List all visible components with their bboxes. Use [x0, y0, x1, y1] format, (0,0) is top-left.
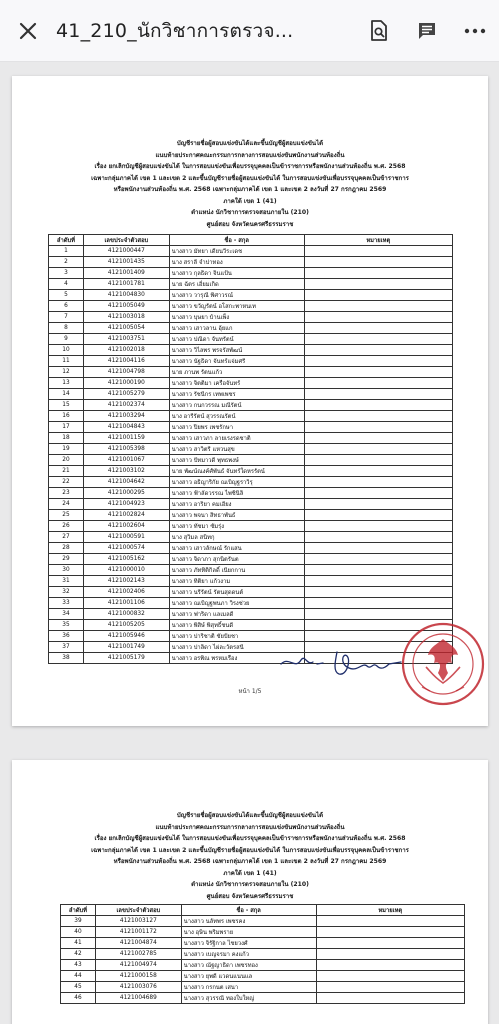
- row-exam-id: 4121004874: [95, 938, 181, 949]
- row-remarks: [316, 916, 464, 927]
- header-line-1: บัญชีรายชื่อผู้สอบแข่งขันได้และขึ้นบัญชีผู้สอบแข่งขันได้: [176, 140, 324, 147]
- row-exam-id: 4121004642: [83, 477, 169, 488]
- row-exam-id: 4121005162: [83, 554, 169, 565]
- row-exam-id: 4121002374: [83, 400, 169, 411]
- row-remarks: [304, 433, 452, 444]
- row-seq: 18: [49, 433, 84, 444]
- row-seq: 34: [49, 609, 84, 620]
- row-remarks: [316, 982, 464, 993]
- row-name: นางสาว นรีรัตน์ รัตนสุดดนต์: [169, 587, 304, 598]
- column-header-name: ชื่อ - สกุล: [181, 905, 316, 916]
- row-remarks: [304, 411, 452, 422]
- table-row: [49, 455, 453, 466]
- row-remarks: [304, 257, 452, 268]
- row-remarks: [304, 389, 452, 400]
- table-row: [49, 246, 453, 257]
- table-row: [61, 971, 465, 982]
- header-line-8: ศูนย์สอบ จังหวัดนครศรีธรรมราช: [206, 220, 294, 228]
- row-remarks: [304, 422, 452, 433]
- column-header-seq: ลำดับที่: [49, 235, 84, 246]
- table-row: [49, 433, 453, 444]
- header-line-4: เฉพาะกลุ่มภาคได้ เขต 1 และเขต 2 และขึ้นบัญชีรายชื่อผู้สอบแข่งขันได้ ในการสอบแข่งขันเพื่อบรรจุบุคคลเป็นข้าราชการ: [91, 174, 409, 182]
- row-seq: 35: [49, 620, 84, 631]
- table-row: [49, 598, 453, 609]
- row-remarks: [304, 334, 452, 345]
- table-row: [49, 367, 453, 378]
- row-exam-id: 4121003102: [83, 466, 169, 477]
- row-seq: 24: [49, 499, 84, 510]
- row-remarks: [304, 444, 452, 455]
- row-exam-id: 4121005279: [83, 389, 169, 400]
- row-seq: 37: [49, 642, 84, 653]
- row-seq: 2: [49, 257, 84, 268]
- row-remarks: [304, 609, 452, 620]
- row-seq: 7: [49, 312, 84, 323]
- row-exam-id: 4121003018: [83, 312, 169, 323]
- row-seq: 5: [49, 290, 84, 301]
- column-header-exam-id: เลขประจำตัวสอบ: [95, 905, 181, 916]
- row-name: นางสาว ทิติยา แก้วงาม: [169, 576, 304, 587]
- roster-table-page-1: [48, 234, 453, 664]
- row-name: นางสาว อาริยา คมเอียง: [169, 499, 304, 510]
- table-row: [49, 290, 453, 301]
- row-exam-id: 4121000591: [83, 532, 169, 543]
- table-row: [49, 499, 453, 510]
- row-exam-id: 4121004923: [83, 499, 169, 510]
- table-row: [49, 444, 453, 455]
- row-remarks: [304, 312, 452, 323]
- column-header-remarks: หมายเหตุ: [304, 235, 452, 246]
- header-line-6: ภาคใต้ เขต 1 (41): [223, 869, 277, 877]
- row-seq: 22: [49, 477, 84, 488]
- app-toolbar: [0, 0, 499, 62]
- close-button[interactable]: [0, 0, 56, 62]
- row-remarks: [304, 576, 452, 587]
- row-name: นาย ฉัตร เอี่ยมเกิด: [169, 279, 304, 290]
- table-row: [49, 609, 453, 620]
- row-name: นางสาว ณัฐญาธิดา เพชรทอง: [181, 960, 316, 971]
- row-name: นางสาว ณเบิญฐพนภา วิรงช่วย: [169, 598, 304, 609]
- row-remarks: [304, 301, 452, 312]
- table-row: [61, 938, 465, 949]
- row-exam-id: 4121003127: [95, 916, 181, 927]
- more-vert-icon: [464, 28, 486, 34]
- more-options-button[interactable]: [451, 0, 499, 62]
- document-page-1: [12, 76, 488, 726]
- table-row: [49, 268, 453, 279]
- table-row: [61, 982, 465, 993]
- row-remarks: [304, 565, 452, 576]
- row-remarks: [304, 279, 452, 290]
- roster-table-page-2: [60, 904, 465, 1004]
- row-seq: 26: [49, 521, 84, 532]
- row-name: นางสาว ทัชมา ซัมรุ่ง: [169, 521, 304, 532]
- row-exam-id: 4121000190: [83, 378, 169, 389]
- comment-icon: [417, 21, 437, 41]
- table-row: [49, 378, 453, 389]
- row-exam-id: 4121001409: [83, 268, 169, 279]
- row-exam-id: 4121003751: [83, 334, 169, 345]
- row-exam-id: 4121001172: [95, 927, 181, 938]
- table-row: [49, 334, 453, 345]
- row-name: นาง สุวิมล สนิทกุ: [169, 532, 304, 543]
- header-line-3: เรื่อง ยกเลิกบัญชีผู้สอบแข่งขันได้ ในการสอบแข่งขันเพื่อบรรจุบุคคลเป็นข้าราชการหรือพนักงานส่วนท้องถิ่น พ.ศ. 2568: [94, 163, 406, 170]
- page-number: หน้า 1/5: [238, 688, 262, 695]
- table-row: [49, 312, 453, 323]
- header-line-3: เรื่อง ยกเลิกบัญชีผู้สอบแข่งขันได้ ในการสอบแข่งขันเพื่อบรรจุบุคคลเป็นข้าราชการหรือพนักงานส่วนท้องถิ่น พ.ศ. 2568: [94, 835, 406, 842]
- row-name: นาง อารีรัตน์ สุวรรณรัตน์: [169, 411, 304, 422]
- row-exam-id: 4121001781: [83, 279, 169, 290]
- row-name: นางสาว นลัทพร เพชรคง: [181, 916, 316, 927]
- row-remarks: [304, 378, 452, 389]
- row-remarks: [304, 356, 452, 367]
- row-seq: 15: [49, 400, 84, 411]
- row-remarks: [304, 510, 452, 521]
- row-exam-id: 4121000832: [83, 609, 169, 620]
- table-row: [49, 279, 453, 290]
- table-row: [49, 565, 453, 576]
- signature: [277, 642, 407, 686]
- table-row: [61, 927, 465, 938]
- row-exam-id: 4121004843: [83, 422, 169, 433]
- row-seq: 38: [49, 653, 84, 664]
- row-name: นางสาว ขวัญรัตน์ อโสกะพาหนเท: [169, 301, 304, 312]
- table-row: [49, 301, 453, 312]
- row-exam-id: 4121001067: [83, 455, 169, 466]
- row-name: นาง สราลี จำปาทอง: [169, 257, 304, 268]
- official-seal: [400, 621, 486, 711]
- row-name: นางสาว จิดาภา สุกนิตรันต: [169, 554, 304, 565]
- table-row: [49, 422, 453, 433]
- row-name: นางสาว พจนา สิทธาพันธ์: [169, 510, 304, 521]
- row-seq: 16: [49, 411, 84, 422]
- header-line-5: หรือพนักงานส่วนท้องถิ่น พ.ศ. 2568 เฉพาะกลุ่มภาคได้ เขต 1 และเขต 2 ลงวันที่ 27 กรกฎาคม 2569: [113, 186, 387, 193]
- row-name: นางสาว เบญจรมา คงแก้ว: [181, 949, 316, 960]
- row-name: นางสาว สุวรรณี ทองใบใหญ่: [181, 993, 316, 1004]
- row-remarks: [316, 993, 464, 1004]
- row-seq: 9: [49, 334, 84, 345]
- row-name: นางสาว กนกวรรณ มณีรัตน์: [169, 400, 304, 411]
- row-exam-id: 4121005398: [83, 444, 169, 455]
- row-exam-id: 4121002604: [83, 521, 169, 532]
- row-remarks: [316, 949, 464, 960]
- row-seq: 10: [49, 345, 84, 356]
- row-name: นางสาว มัทยา เดียนวีระเดช: [169, 246, 304, 257]
- table-header-row: [61, 905, 465, 916]
- table-row: [49, 510, 453, 521]
- row-seq: 27: [49, 532, 84, 543]
- row-name: นางสาว วารุณี พิศาวรณ์: [169, 290, 304, 301]
- table-row: [49, 488, 453, 499]
- document-page-2: [12, 760, 488, 1024]
- table-row: [49, 466, 453, 477]
- document-search-button[interactable]: [355, 0, 403, 62]
- row-name: นางสาว ยุพดี แวดนแนนแล: [181, 971, 316, 982]
- row-exam-id: 4121001435: [83, 257, 169, 268]
- row-exam-id: 4121000447: [83, 246, 169, 257]
- row-exam-id: 4121005054: [83, 323, 169, 334]
- table-row: [49, 554, 453, 565]
- row-name: นางสาว จิตติมา เครือจันทร์: [169, 378, 304, 389]
- row-name: นางสาว ฟ้าลัดวรรณ ไพชินิลิ: [169, 488, 304, 499]
- row-exam-id: 4121005946: [83, 631, 169, 642]
- row-name: นางสาว สาวิตรี แหวนสุข: [169, 444, 304, 455]
- row-seq: 43: [61, 960, 96, 971]
- row-seq: 25: [49, 510, 84, 521]
- row-name: นางสาว อธิญาริกัย ณเบิญฐราวิรุ: [169, 477, 304, 488]
- row-name: นาย ภานพ รัตนแก้ว: [169, 367, 304, 378]
- row-seq: 4: [49, 279, 84, 290]
- row-seq: 3: [49, 268, 84, 279]
- column-header-seq: ลำดับที่: [61, 905, 96, 916]
- row-name: นางสาว กุลธิดา จินแป้น: [169, 268, 304, 279]
- row-exam-id: 4121000295: [83, 488, 169, 499]
- row-seq: 19: [49, 444, 84, 455]
- table-row: [49, 356, 453, 367]
- row-remarks: [304, 477, 452, 488]
- row-name: นางสาว เสาวภา ลายเรงรดชาติ: [169, 433, 304, 444]
- row-exam-id: 4121004830: [83, 290, 169, 301]
- row-name: นางสาว ปิยพร เพชรักษา: [169, 422, 304, 433]
- table-row: [49, 411, 453, 422]
- row-seq: 31: [49, 576, 84, 587]
- header-line-2: แนบท้ายประกาศคณะกรรมการกลางการสอบแข่งขันพนักงานส่วนท้องถิ่น: [155, 823, 345, 831]
- table-row: [49, 532, 453, 543]
- row-seq: 12: [49, 367, 84, 378]
- row-seq: 36: [49, 631, 84, 642]
- row-seq: 17: [49, 422, 84, 433]
- row-seq: 11: [49, 356, 84, 367]
- table-row: [49, 521, 453, 532]
- table-row: [61, 916, 465, 927]
- row-remarks: [316, 938, 464, 949]
- row-exam-id: 4121005179: [83, 653, 169, 664]
- row-seq: 23: [49, 488, 84, 499]
- table-row: [49, 576, 453, 587]
- row-remarks: [304, 400, 452, 411]
- document-header-page-2: [12, 760, 488, 902]
- row-exam-id: 4121001749: [83, 642, 169, 653]
- header-line-4: เฉพาะกลุ่มภาคได้ เขต 1 และเขต 2 และขึ้นบัญชีรายชื่อผู้สอบแข่งขันได้ ในการสอบแข่งขันเพื่อบรรจุบุคคลเป็นข้าราชการ: [91, 846, 409, 854]
- row-remarks: [316, 971, 464, 982]
- header-line-7: ตำแหน่ง นักวิชาการตรวจสอบภายใน (210): [191, 881, 309, 888]
- row-seq: 45: [61, 982, 96, 993]
- row-remarks: [304, 499, 452, 510]
- header-line-8: ศูนย์สอบ จังหวัดนครศรีธรรมราช: [206, 892, 294, 900]
- row-name: นางสาว เสาวลาน อุ้ยแก: [169, 323, 304, 334]
- row-remarks: [304, 587, 452, 598]
- table-header-row: [49, 235, 453, 246]
- table-row: [61, 960, 465, 971]
- column-header-exam-id: เลขประจำตัวสอบ: [83, 235, 169, 246]
- row-exam-id: 4121002018: [83, 345, 169, 356]
- table-row: [49, 389, 453, 400]
- document-title: 41_210_นักวิชาการตรวจ...: [56, 19, 294, 42]
- row-exam-id: 4121004974: [95, 960, 181, 971]
- row-seq: 21: [49, 466, 84, 477]
- comments-button[interactable]: [403, 0, 451, 62]
- row-seq: 1: [49, 246, 84, 257]
- column-header-remarks: หมายเหตุ: [316, 905, 464, 916]
- document-header: [12, 76, 488, 230]
- row-seq: 28: [49, 543, 84, 554]
- row-remarks: [304, 455, 452, 466]
- row-exam-id: 4121002824: [83, 510, 169, 521]
- column-header-name: ชื่อ - สกุล: [169, 235, 304, 246]
- row-remarks: [304, 543, 452, 554]
- row-seq: 29: [49, 554, 84, 565]
- row-exam-id: 4121002785: [95, 949, 181, 960]
- row-name: นางสาว พิสิษ์ พิสุทธิ์ชนดี: [169, 620, 304, 631]
- row-remarks: [304, 268, 452, 279]
- table-row: [49, 477, 453, 488]
- row-name: นางสาว อรพิณ พรหมเรือง: [169, 653, 304, 664]
- row-exam-id: 4121004689: [95, 993, 181, 1004]
- row-remarks: [316, 927, 464, 938]
- row-seq: 13: [49, 378, 84, 389]
- row-name: นางสาว บุษยา บ้านเพ็ง: [169, 312, 304, 323]
- row-name: นางสาว เสาวลักษณ์ รักแสน: [169, 543, 304, 554]
- row-seq: 30: [49, 565, 84, 576]
- table-row: [49, 345, 453, 356]
- row-exam-id: 4121005205: [83, 620, 169, 631]
- row-remarks: [304, 554, 452, 565]
- row-name: นางสาว รัชนีกร เทพเพชร: [169, 389, 304, 400]
- header-line-2: แนบท้ายประกาศคณะกรรมการกลางการสอบแข่งขันพนักงานส่วนท้องถิ่น: [155, 151, 345, 159]
- row-exam-id: 4121003294: [83, 411, 169, 422]
- row-remarks: [304, 598, 452, 609]
- table-row: [49, 587, 453, 598]
- row-remarks: [304, 290, 452, 301]
- row-remarks: [304, 246, 452, 257]
- row-remarks: [304, 323, 452, 334]
- row-remarks: [304, 532, 452, 543]
- row-name: นางสาว กรกนต เสนา: [181, 982, 316, 993]
- row-exam-id: 4121000158: [95, 971, 181, 982]
- table-row: [49, 631, 453, 642]
- table-row: [49, 323, 453, 334]
- row-exam-id: 4121000010: [83, 565, 169, 576]
- row-name: นางสาว นัฐธิดา จันทร์แจ่มศรี: [169, 356, 304, 367]
- table-row: [49, 543, 453, 554]
- header-line-7: ตำแหน่ง นักวิชาการตรวจสอบภายใน (210): [191, 209, 309, 216]
- row-name: นางสาว ฟาริดา แลเมลดี: [169, 609, 304, 620]
- row-seq: 14: [49, 389, 84, 400]
- row-exam-id: 4121002143: [83, 576, 169, 587]
- row-exam-id: 4121004798: [83, 367, 169, 378]
- row-exam-id: 4121002406: [83, 587, 169, 598]
- row-exam-id: 4121001159: [83, 433, 169, 444]
- table-row: [49, 620, 453, 631]
- row-name: นางสาว ปณิดา จันทรัตน์: [169, 334, 304, 345]
- row-seq: 41: [61, 938, 96, 949]
- document-search-icon: [369, 20, 389, 42]
- row-remarks: [304, 466, 452, 477]
- row-exam-id: 4121000574: [83, 543, 169, 554]
- row-seq: 20: [49, 455, 84, 466]
- row-name: นางสาว วิไลพร พรจรัสพัฒน์: [169, 345, 304, 356]
- row-name: นางสาว จิรัฐิกาล ไชยวงศ์: [181, 938, 316, 949]
- row-seq: 33: [49, 598, 84, 609]
- row-exam-id: 4121004116: [83, 356, 169, 367]
- row-seq: 6: [49, 301, 84, 312]
- close-icon: [19, 22, 37, 40]
- row-seq: 42: [61, 949, 96, 960]
- header-line-6: ภาคใต้ เขต 1 (41): [223, 197, 277, 205]
- row-name: นางสาว ปาลิดา ไผ่ละวัตรสนี: [169, 642, 304, 653]
- row-name: นาง อุษิน พริมพราย: [181, 927, 316, 938]
- header-line-1: บัญชีรายชื่อผู้สอบแข่งขันได้และขึ้นบัญชีผู้สอบแข่งขันได้: [176, 812, 324, 819]
- row-remarks: [304, 521, 452, 532]
- table-row: [61, 949, 465, 960]
- row-seq: 8: [49, 323, 84, 334]
- row-exam-id: 4121005049: [83, 301, 169, 312]
- row-seq: 46: [61, 993, 96, 1004]
- row-remarks: [304, 488, 452, 499]
- row-seq: 32: [49, 587, 84, 598]
- row-exam-id: 4121001106: [83, 598, 169, 609]
- row-seq: 44: [61, 971, 96, 982]
- row-name: นางสาว ปัทมาวดี พุทธพงษ์: [169, 455, 304, 466]
- row-remarks: [304, 367, 452, 378]
- table-row: [61, 993, 465, 1004]
- row-remarks: [304, 345, 452, 356]
- row-seq: 40: [61, 927, 96, 938]
- table-row: [49, 257, 453, 268]
- row-name: นางสาว ภัททิติกิลดิ์ เนียกกาน: [169, 565, 304, 576]
- header-line-5: หรือพนักงานส่วนท้องถิ่น พ.ศ. 2568 เฉพาะกลุ่มภาคได้ เขต 1 และเขต 2 ลงวันที่ 27 กรกฎาคม 2569: [113, 858, 387, 865]
- row-seq: 39: [61, 916, 96, 927]
- row-name: นาย พัฒน์ณงค์ศ์พันธ์ จันทร์ใดหรรัตน์: [169, 466, 304, 477]
- row-name: นางสาว ปาริชาติ ชัยปัยชา: [169, 631, 304, 642]
- row-remarks: [316, 960, 464, 971]
- row-exam-id: 4121003076: [95, 982, 181, 993]
- table-row: [49, 400, 453, 411]
